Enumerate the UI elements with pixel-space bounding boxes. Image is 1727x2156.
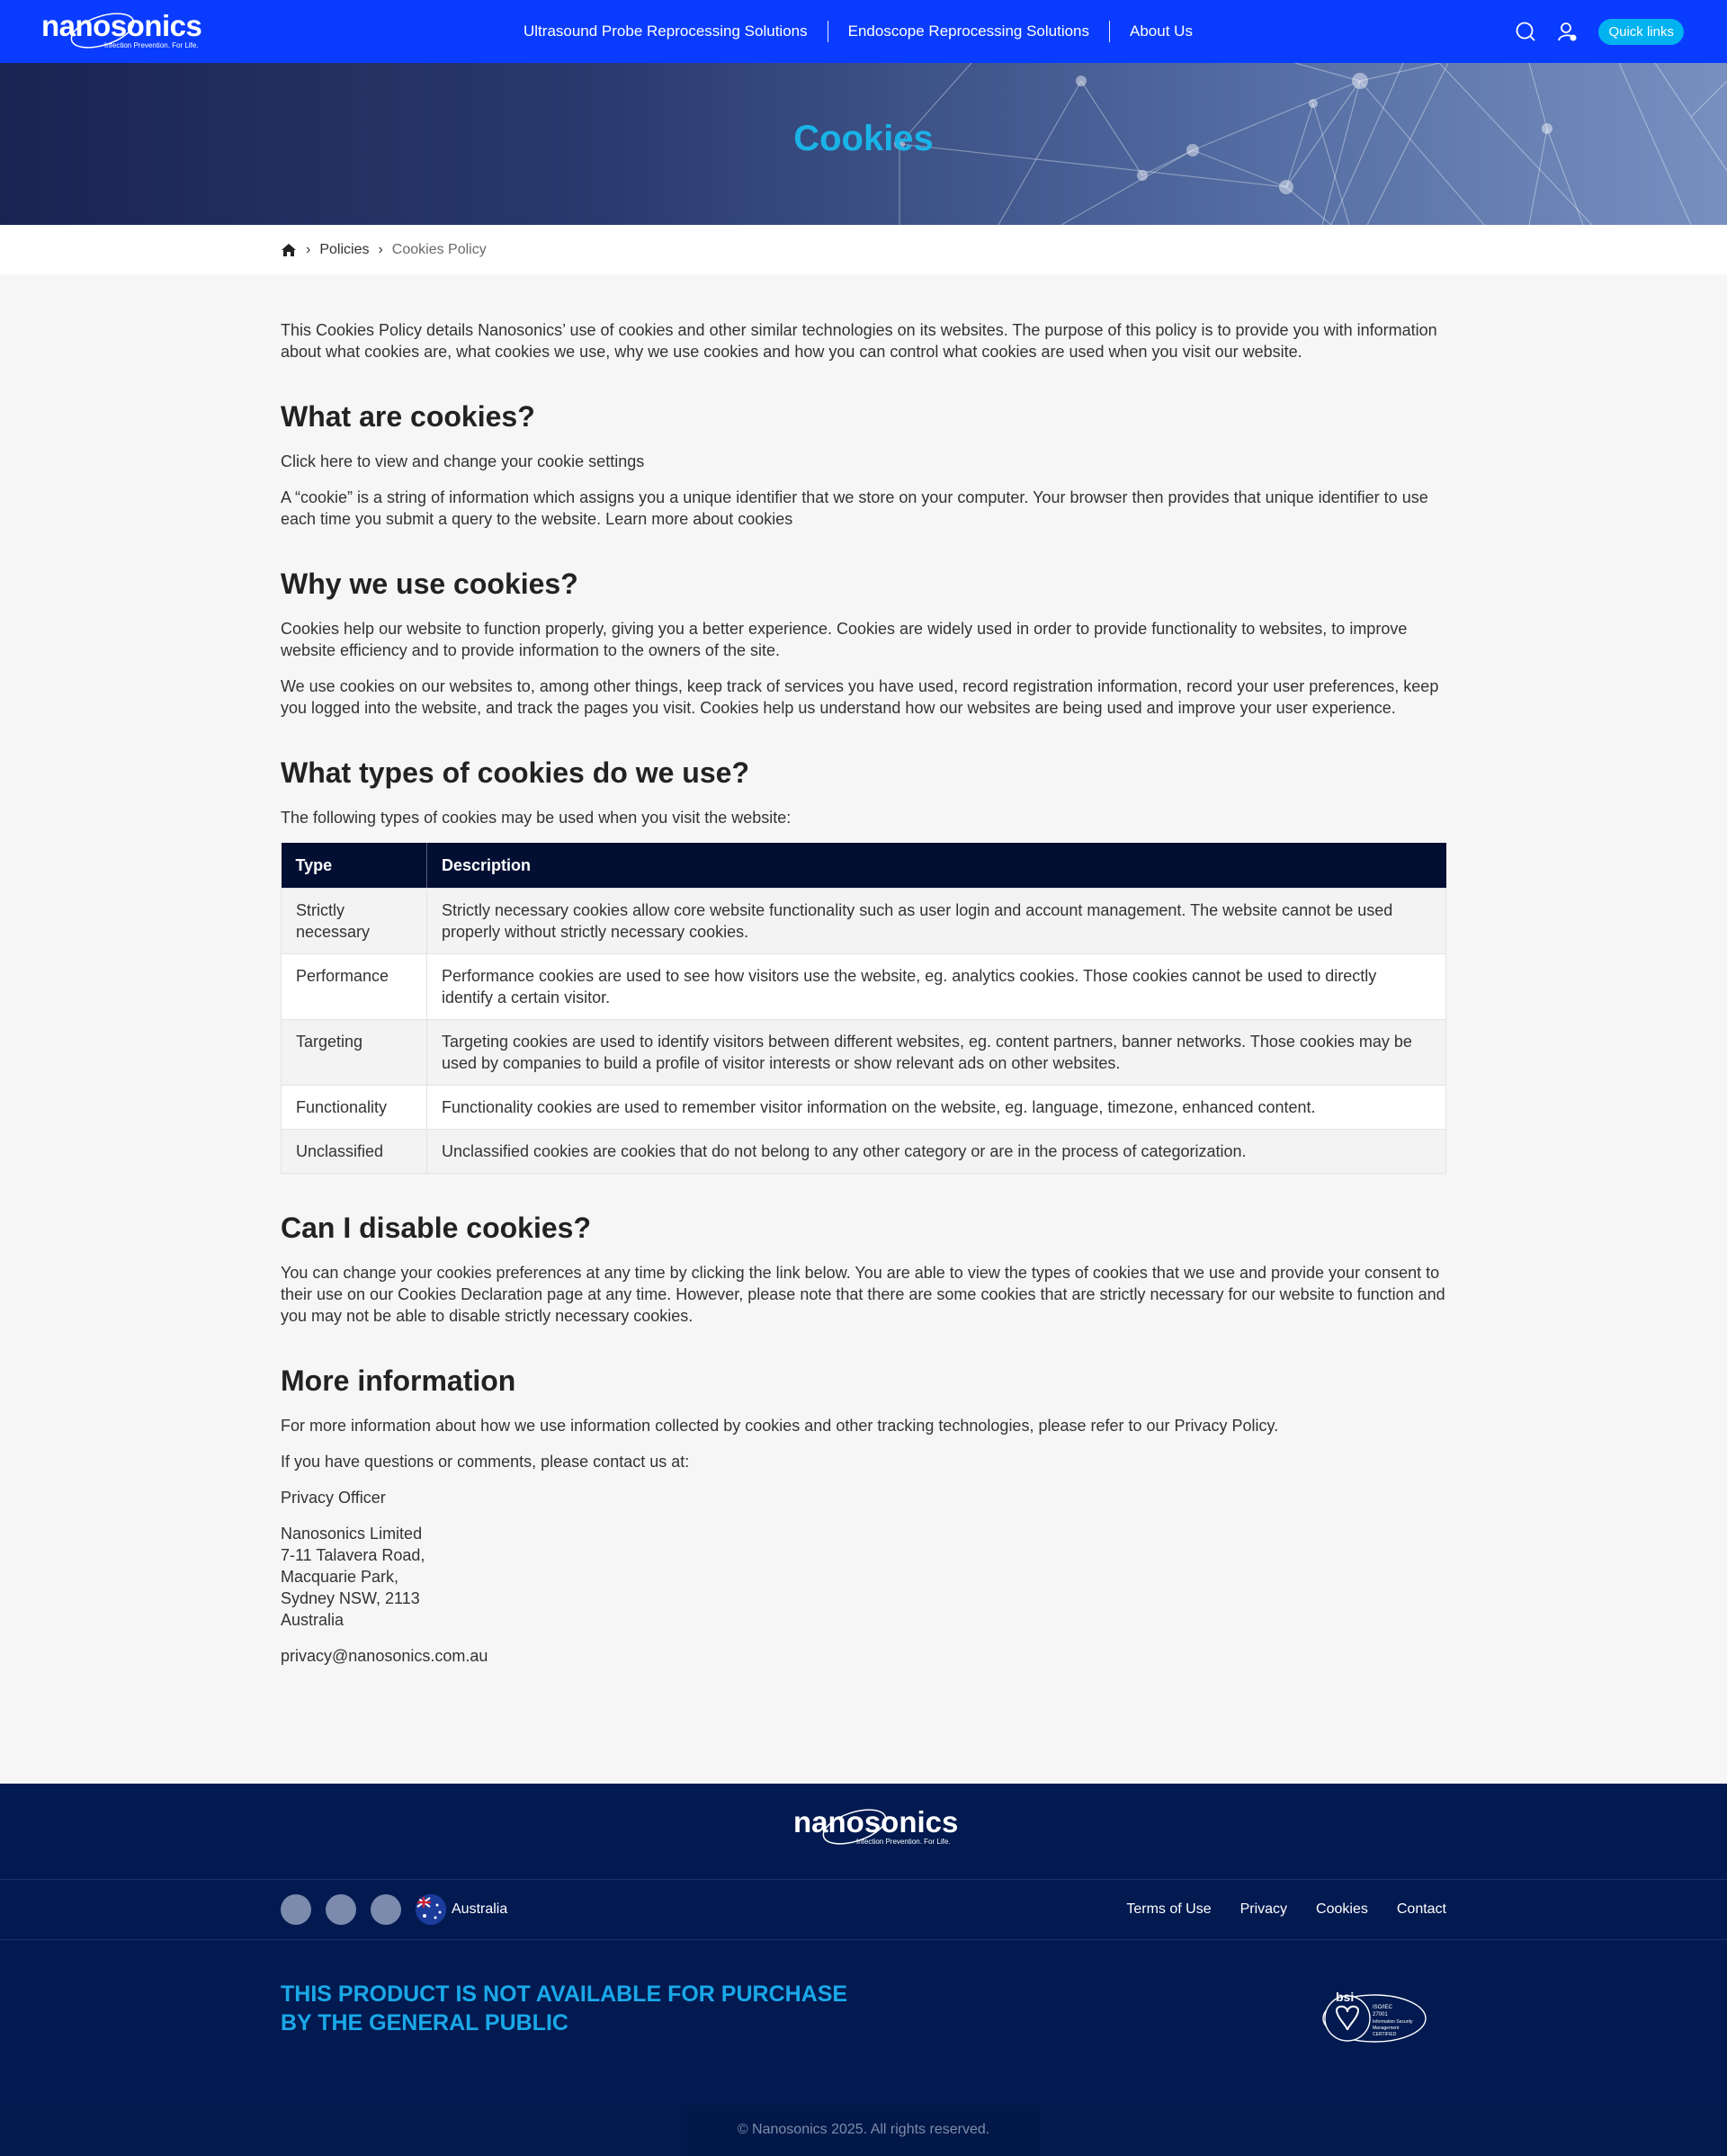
intro-paragraph: This Cookies Policy details Nanosonics’ use of cookies and other similar technologies on its websites. The purpose of this policy is to provide you with information about what cookies are, what cookies we use, why we use cookies and how you can control what cookies are used when you visit our website. <box>281 321 1437 361</box>
twitter-icon[interactable] <box>371 1894 401 1925</box>
heading-disable-cookies: Can I disable cookies? <box>281 1211 591 1244</box>
linkedin-icon[interactable] <box>281 1894 311 1925</box>
table-row <box>282 1129 1446 1173</box>
footer-logo-tagline: Infection Prevention. For Life. <box>856 1838 951 1846</box>
iso-certification-badge <box>1322 1989 1430 2043</box>
purchase-notice <box>281 1980 847 2037</box>
disable-text: You can change your cookies preferences at any time by clicking the link below. You are able to view the types of cookies that we use and provide your consent to their use on our Cookies Declaration page at any time. However, please note that there are some cookies that are strictly necessary for our website to function and you may not be able to disable strictly necessary cookies. <box>281 1263 1445 1325</box>
cert-line: ISO/IEC <box>1373 2005 1393 2010</box>
youtube-icon[interactable] <box>326 1894 356 1925</box>
cert-line: Information Security <box>1373 2019 1413 2025</box>
cookie-type-cell: Strictly necessary <box>282 888 427 953</box>
postal-address <box>281 1523 1446 1631</box>
hero-banner <box>0 63 1727 225</box>
types-intro: The following types of cookies may be used when you visit the website: <box>281 809 792 827</box>
cookie-type-cell: Performance <box>282 953 427 1019</box>
cookie-description-cell: Targeting cookies are used to identify visitors between different websites, eg. content partners, banner networks. Those cookies may be used by companies to build a profile of visitor interests or show relevant ads on other websites. <box>427 1019 1446 1085</box>
cert-line: 27001 <box>1373 2012 1388 2017</box>
address-line: Macquarie Park, <box>281 1567 399 1586</box>
australia-flag-icon <box>416 1894 446 1925</box>
footer-link-terms[interactable]: Terms of Use <box>1126 1901 1212 1917</box>
address-line: Sydney NSW, 2113 <box>281 1588 420 1607</box>
footer-logo-wordmark: nanosonics <box>793 1805 959 1838</box>
why-paragraph-2: We use cookies on our websites to, among other things, keep track of services you have used, record registration information, record your user preferences, keep you logged into the website, and track the pages you visit. Cookies help us understand how our websites are being used and improve your user experience. <box>281 677 1439 717</box>
heading-what-are-cookies: What are cookies? <box>281 400 535 433</box>
nav-endoscope[interactable]: Endoscope Reprocessing Solutions <box>828 21 1109 42</box>
heading-cookie-types: What types of cookies do we use? <box>281 756 749 789</box>
logo-wordmark: nanosonics <box>41 9 202 42</box>
nav-ultrasound[interactable]: Ultrasound Probe Reprocessing Solutions <box>523 22 808 40</box>
footer-link-privacy[interactable]: Privacy <box>1239 1901 1288 1917</box>
cert-line: Management <box>1373 2026 1400 2031</box>
column-header-type: Type <box>282 843 427 888</box>
site-footer <box>0 1784 1727 2156</box>
region-selector[interactable] <box>416 1894 507 1925</box>
home-icon[interactable] <box>281 242 297 258</box>
logo-tagline: Infection Prevention. For Life. <box>104 41 199 49</box>
cookie-settings-link[interactable]: Click here to view and change your cookie settings <box>281 452 645 470</box>
cookie-description-cell: Functionality cookies are used to remember visitor information on the website, eg. language, timezone, enhanced content. <box>427 1085 1446 1129</box>
contact-title: Privacy Officer <box>281 1488 386 1507</box>
cookie-description-cell: Performance cookies are used to see how visitors use the website, eg. analytics cookies. Those cookies cannot be used to directly identify a certain visitor. <box>427 953 1446 1019</box>
why-paragraph-1: Cookies help our website to function properly, giving you a better experience. Cookies are widely used in order to provide functionality to websites, to improve website efficiency and to provide information to the owners of the site. <box>281 620 1408 659</box>
footer-links <box>1126 1894 1446 1925</box>
header-actions <box>1516 0 1684 63</box>
footer-divider <box>0 1879 1727 1880</box>
heading-why-cookies: Why we use cookies? <box>281 568 578 600</box>
footer-link-cookies[interactable]: Cookies <box>1316 1901 1368 1917</box>
what-are-cookies-text: A “cookie” is a string of information which assigns you a unique identifier that we store on your computer. Your browser then provides that unique identifier to use each time you submit a query to the website. Learn more about cookies <box>281 488 1428 528</box>
address-line: Nanosonics Limited <box>281 1524 423 1543</box>
search-icon[interactable] <box>1516 21 1537 42</box>
footer-link-contact[interactable]: Contact <box>1396 1901 1446 1917</box>
region-label: Australia <box>452 1901 508 1917</box>
breadcrumb-policies[interactable]: Policies <box>319 241 370 257</box>
cookie-description-cell: Strictly necessary cookies allow core website functionality such as user login and account management. The website cannot be used properly without strictly necessary cookies. <box>427 888 1446 953</box>
table-row <box>282 1085 1446 1129</box>
footer-divider <box>0 1939 1727 1940</box>
nav-about[interactable]: About Us <box>1109 21 1212 42</box>
contact-intro: If you have questions or comments, please contact us at: <box>281 1452 690 1471</box>
nanosonics-logo[interactable] <box>41 5 202 56</box>
social-links <box>281 1894 507 1925</box>
copyright-bar <box>0 2106 1727 2156</box>
cookie-type-cell: Functionality <box>282 1085 427 1129</box>
quick-links-button[interactable]: Quick links <box>1598 19 1684 45</box>
more-info-paragraph: For more information about how we use information collected by cookies and other tracking technologies, please refer to our Privacy Policy. <box>281 1416 1279 1435</box>
table-row <box>282 888 1446 953</box>
address-line: Australia <box>281 1610 345 1629</box>
notice-line: THIS PRODUCT IS NOT AVAILABLE FOR PURCHASE <box>281 1982 848 2007</box>
heading-more-information: More information <box>281 1364 516 1397</box>
notice-line: BY THE GENERAL PUBLIC <box>281 2010 568 2035</box>
contact-email[interactable]: privacy@nanosonics.com.au <box>281 1646 488 1665</box>
cookie-type-cell: Unclassified <box>282 1129 427 1173</box>
cookie-description-cell: Unclassified cookies are cookies that do not belong to any other category or are in the process of categorization. <box>427 1129 1446 1173</box>
cookie-types-table <box>281 843 1446 1174</box>
breadcrumb-current: Cookies Policy <box>391 241 487 257</box>
cert-brand: bsi <box>1336 1990 1355 2004</box>
table-header-row <box>282 843 1446 888</box>
breadcrumb-separator: › <box>306 241 311 257</box>
address-line: 7-11 Talavera Road, <box>281 1545 425 1564</box>
table-row <box>282 953 1446 1019</box>
main-navigation <box>504 0 1212 63</box>
column-header-description: Description <box>427 843 1446 888</box>
breadcrumb <box>0 225 1727 274</box>
table-row <box>282 1019 1446 1085</box>
cookie-type-cell: Targeting <box>282 1019 427 1085</box>
breadcrumb-separator: › <box>378 241 383 257</box>
policy-content <box>281 319 1446 1681</box>
page-title: Cookies <box>793 119 934 158</box>
user-icon[interactable] <box>1557 21 1579 42</box>
copyright-text: © Nanosonics 2025. All rights reserved. <box>737 2122 990 2137</box>
top-navigation-bar <box>0 0 1727 63</box>
cert-line: CERTIFIED <box>1373 2032 1397 2037</box>
footer-logo[interactable] <box>793 1802 959 1852</box>
